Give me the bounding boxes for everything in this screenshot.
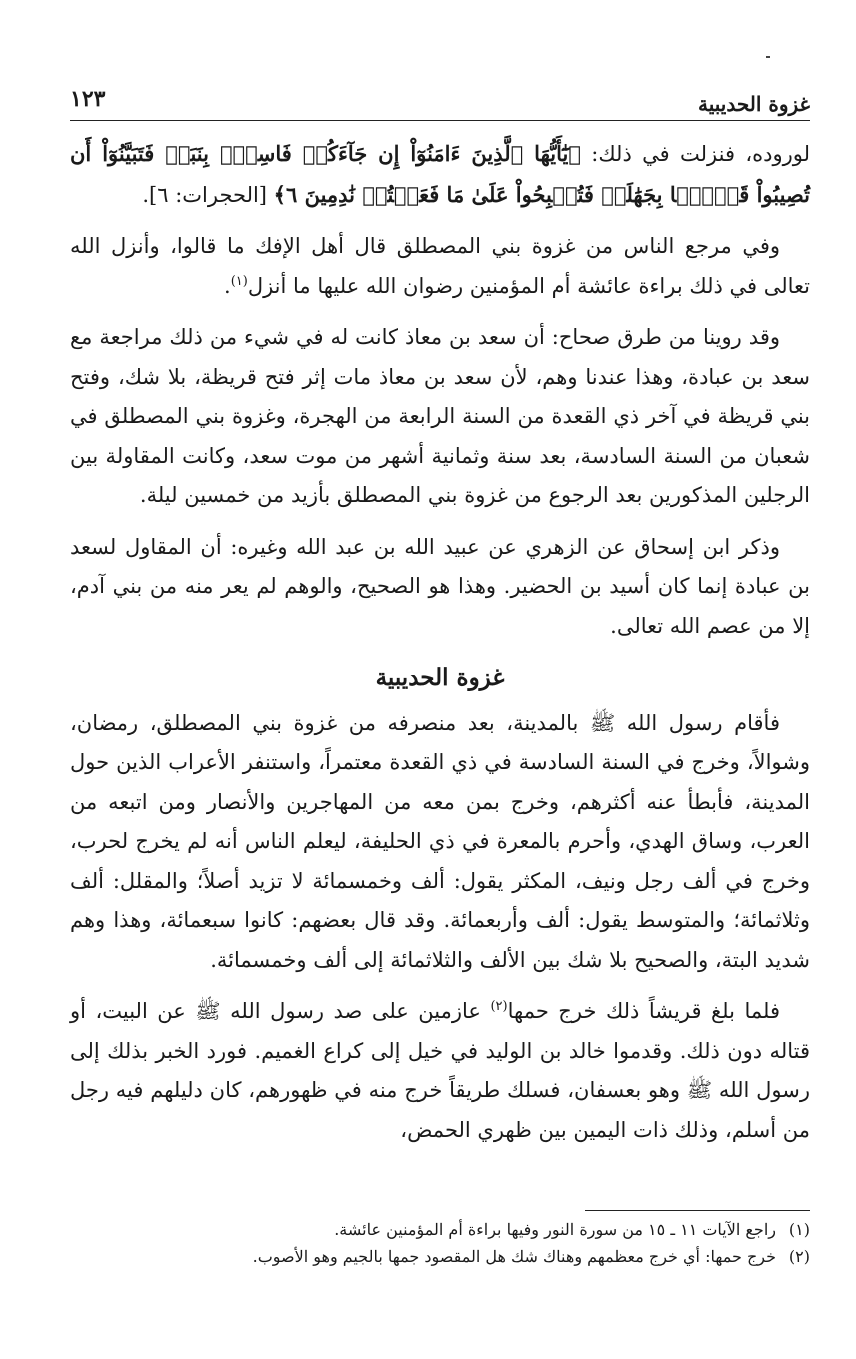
paragraph-text: وقد روينا من طرق صحاح: أن سعد بن معاذ كانت له في شيء من ذلك مراجعة مع سعد بن عبادة، وهذا عندنا وهم، لأن سعد بن معاذ مات إثر فتح قريظة، بلا شك، وفتح بني قريظة في آخر ذي القعدة من السنة الرابعة من الهجرة، وغزوة بني المصطلق في شعبان من السنة السادسة، بعد سنة وثمانية أشهر من موت سعد، وكانت المقاولة بين الرجلين المذكورين بعد الرجوع من غزوة بني المصطلق بأزيد من خمسين ليلة.	[70, 325, 810, 507]
paragraph	[70, 227, 810, 306]
paragraph-text: وذكر ابن إسحاق عن الزهري عن عبيد الله بن عبد الله وغيره: أن المقاول لسعد بن عبادة إنما كان أسيد بن الحضير. وهذا هو الصحيح، والوهم لم يعر منه من بني آدم، إلا من عصم الله تعالى.	[70, 534, 810, 638]
footnote-text: خرج حمها: أي خرج معظمهم وهناك شك هل المقصود جمها بالجيم وهو الأصوب.	[252, 1247, 776, 1266]
paragraph-text: وفي مرجع الناس من غزوة بني المصطلق قال أهل الإفك ما قالوا، وأنزل الله تعالى في ذلك براءة عائشة أم المؤمنين رضوان الله عليها ما أنزل	[70, 234, 810, 298]
paragraph-end: .	[224, 273, 231, 298]
footnote-number: (١)	[788, 1220, 810, 1239]
footnote-text: راجع الآيات ١١ ـ ١٥ من سورة النور وفيها براءة أم المؤمنين عائشة.	[334, 1220, 776, 1239]
footnote-divider	[585, 1210, 810, 1211]
running-header	[70, 86, 810, 121]
page-mark	[766, 56, 770, 58]
paragraph-text: فلما بلغ قريشاً ذلك خرج حمها	[507, 999, 780, 1023]
footnote-marker: (١)	[230, 273, 248, 289]
paragraph-text-continued: عازمين على صد رسول الله ﷺ عن البيت، أو قتاله دون ذلك. وقدموا خالد بن الوليد في خيل إلى كراع الغميم. فورد الخبر بذلك إلى رسول الله ﷺ وهو بعسفان، فسلك طريقاً خرج منه في ظهورهم، كان دليلهم فيه رجل من أسلم، وذلك ذات اليمين بين ظهري الحمض،	[70, 999, 810, 1142]
footnote-number: (٢)	[788, 1247, 810, 1266]
paragraph	[70, 704, 810, 981]
paragraph	[70, 992, 810, 1150]
page-number: ١٢٣	[70, 86, 106, 112]
running-title: غزوة الحديبية	[697, 92, 810, 116]
paragraph-quran-verse	[70, 134, 810, 215]
footnotes	[70, 1216, 810, 1270]
paragraph-text: لوروده، فنزلت في ذلك:	[580, 142, 810, 166]
quran-verse: ﴿يَٰٓأَيُّهَا ٱلَّذِينَ ءَامَنُوٓاْ إِن جَآءَكُمۡ فَاسِقُۢ بِنَبَإٖ فَتَبَيَّنُوٓاْ أَن تُصِيبُواْ قَوۡمَۢا بِجَهَٰلَةٖ فَتُصۡبِحُواْ عَلَىٰ مَا فَعَلۡتُمۡ نَٰدِمِينَ ٦﴾	[70, 141, 810, 207]
section-heading: غزوة الحديبية	[375, 664, 505, 691]
main-text	[70, 134, 810, 1162]
paragraph	[70, 528, 810, 647]
footnote-marker: (٢)	[490, 999, 508, 1014]
paragraph-text: فأقام رسول الله ﷺ بالمدينة، بعد منصرفه من غزوة بني المصطلق، رمضان، وشوالاً، وخرج في السنة السادسة في ذي القعدة معتمراً، واستنفر الأعراب الذين حول المدينة، فأبطأ عنه أكثرهم، وخرج بمن معه من المهاجرين والأنصار ومن اتبعه من العرب، وساق الهدي، وأحرم بالمعرة في ذي الحليفة، ليعلم الناس أنه لم يخرج لحرب، وخرج في ألف رجل ونيف، المكثر يقول: ألف وخمسمائة لا تزيد أصلاً؛ والمقلل: ألف وثلاثمائة؛ والمتوسط يقول: ألف وأربعمائة. وقد قال بعضهم: كانوا سبعمائة، وهذا وهم شديد البتة، والصحيح بلا شك بين الألف والثلاثمائة إلى ألف وخمسمائة.	[70, 710, 810, 972]
paragraph	[70, 318, 810, 516]
footnote	[70, 1216, 810, 1243]
verse-reference: [الحجرات: ٦].	[142, 182, 274, 207]
footnote	[70, 1243, 810, 1270]
